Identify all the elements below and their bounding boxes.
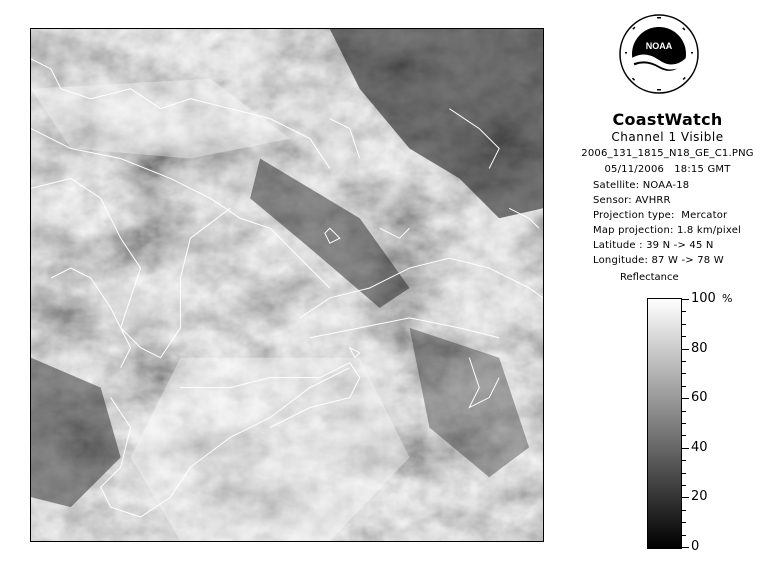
colorbar-unit: % [722,292,733,305]
colorbar-major-tick [682,448,689,449]
satellite-image [30,28,544,542]
projection-type: Projection type: Mercator [593,210,728,221]
colorbar-minor-tick [682,336,686,337]
colorbar-label: 40 [691,440,708,455]
colorbar-title: Reflectance [620,272,679,283]
colorbar-label: 80 [691,341,708,356]
colorbar-label: 20 [691,489,708,504]
noaa-logo [619,14,699,94]
colorbar-label: 0 [691,539,700,554]
latitude-range: Latitude : 39 N -> 45 N [593,240,714,251]
colorbar-minor-tick [682,510,686,511]
map-projection: Map projection: 1.8 km/pixel [593,225,742,236]
satellite-info: Satellite: NOAA-18 [593,180,690,191]
colorbar-minor-tick [682,535,686,536]
colorbar-label: 60 [691,390,708,405]
colorbar-minor-tick [682,361,686,362]
longitude-range: Longitude: 87 W -> 78 W [593,255,724,266]
colorbar-major-tick [682,497,689,498]
date-time: 05/11/2006 18:15 GMT [604,164,731,175]
colorbar-minor-tick [682,460,686,461]
satellite-image-svg [31,29,543,541]
colorbar-minor-tick [682,435,686,436]
filename: 2006_131_1815_N18_GE_C1.PNG [581,148,754,159]
colorbar-major-tick [682,299,689,300]
colorbar-minor-tick [682,386,686,387]
colorbar-minor-tick [682,373,686,374]
colorbar-minor-tick [682,423,686,424]
logo-text: NOAA [645,41,673,51]
colorbar-minor-tick [682,324,686,325]
colorbar-minor-tick [682,311,686,312]
colorbar-label: 100 [691,291,716,306]
colorbar-minor-tick [682,473,686,474]
colorbar-minor-tick [682,411,686,412]
colorbar-major-tick [682,349,689,350]
product-title: CoastWatch [612,110,723,129]
colorbar-major-tick [682,547,689,548]
colorbar-minor-tick [682,522,686,523]
colorbar [647,298,682,549]
colorbar-major-tick [682,398,689,399]
colorbar-minor-tick [682,485,686,486]
channel-label: Channel 1 Visible [611,130,724,144]
sensor-info: Sensor: AVHRR [593,195,671,206]
noaa-logo-svg [619,14,699,94]
